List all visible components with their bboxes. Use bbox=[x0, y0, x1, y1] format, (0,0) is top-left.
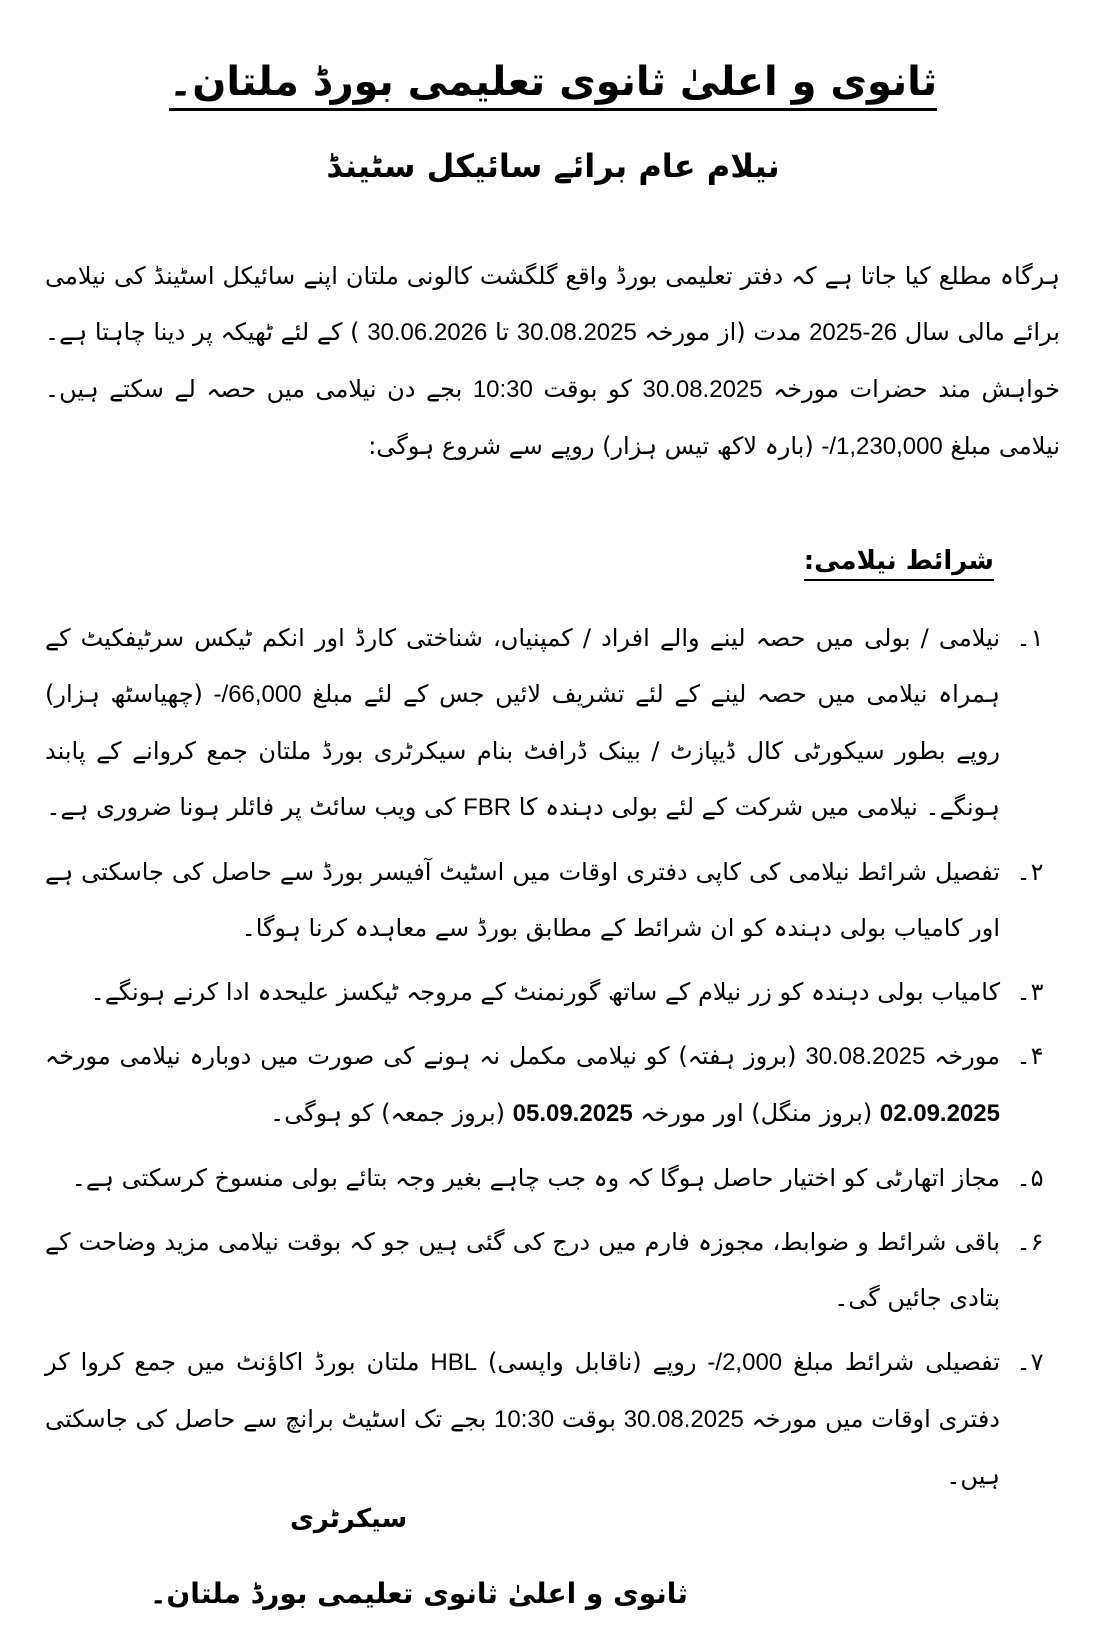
condition-item-2 bbox=[45, 844, 1060, 956]
signatory-organization: ثانوی و اعلیٰ ثانوی تعلیمی بورڈ ملتان۔ bbox=[150, 1577, 688, 1610]
condition-text bbox=[45, 1334, 1000, 1504]
notice-title bbox=[0, 59, 1106, 111]
condition-4-text-a: مورخہ bbox=[934, 1042, 1000, 1070]
period-end-date: 30.06.2026 bbox=[367, 319, 488, 346]
intro-text-period: مدت (از مورخہ bbox=[644, 318, 802, 346]
document-fee-amount: -/2,000 bbox=[707, 1349, 783, 1376]
condition-item-4 bbox=[45, 1028, 1060, 1142]
condition-7-text-e: بجے تک اسٹیٹ برانچ سے حاصل کی جاسکتی ہیں۔ bbox=[45, 1405, 1000, 1490]
condition-1-text-c: کی ویب سائٹ پر فائلر ہونا ضروری ہے۔ bbox=[46, 793, 456, 821]
intro-text-amount-label: مبلغ bbox=[950, 432, 992, 460]
document-deadline-time: 10:30 bbox=[494, 1406, 555, 1433]
auction-time: 10:30 bbox=[472, 376, 533, 403]
conditions-heading-text: شرائط نیلامی: bbox=[804, 546, 994, 581]
condition-number: ۵۔ bbox=[1016, 1164, 1044, 1192]
intro-text-participate: بجے دن نیلامی میں حصہ لے سکتے ہیں۔ نیلامی bbox=[45, 375, 1060, 460]
intro-line-1: ہرگاہ مطلع کیا جاتا ہے کہ دفتر تعلیمی بورڈ واقع گلگشت کالونی ملتان اپنے سائیکل اسٹینڈ کی نیلامی برائے مالی bbox=[45, 262, 1060, 346]
condition-text: تفصیل شرائط نیلامی کی کاپی دفتری اوقات میں اسٹیٹ آفیسر بورڈ سے حاصل کی جاسکتی ہے اور کامیاب بولی دہندہ کو ان شرائط کے مطابق بورڈ سے معاہدہ کرنا ہوگا۔ bbox=[45, 858, 1000, 942]
intro-text-contract: ) کے لئے ٹھیکہ پر دینا چاہتا ہے۔ خواہش مند bbox=[45, 318, 1061, 403]
fiscal-year: 2025-26 bbox=[809, 319, 898, 346]
condition-number: ۳۔ bbox=[1016, 978, 1044, 1006]
second-auction-date: 02.09.2025 bbox=[879, 1100, 1000, 1127]
intro-text-at: کو بوقت bbox=[543, 375, 632, 403]
condition-number: ۶۔ bbox=[1016, 1228, 1044, 1256]
third-auction-date: 05.09.2025 bbox=[512, 1100, 633, 1127]
fbr-label: FBR bbox=[463, 794, 512, 821]
condition-4-text-d: (بروز جمعہ) کو ہوگی۔ bbox=[270, 1099, 505, 1127]
board-name-heading: ثانوی و اعلیٰ ثانوی تعلیمی بورڈ ملتان۔ bbox=[169, 62, 937, 111]
intro-paragraph bbox=[45, 248, 1060, 475]
condition-text: کامیاب بولی دہندہ کو زر نیلام کے ساتھ گورنمنٹ کے مروجہ ٹیکسز علیحدہ ادا کرنے ہونگے۔ bbox=[90, 978, 1000, 1006]
conditions-heading bbox=[804, 548, 994, 574]
security-deposit-amount: -/66,000 bbox=[213, 681, 302, 708]
condition-text bbox=[45, 1028, 1000, 1142]
condition-number: ۲۔ bbox=[1016, 858, 1044, 886]
intro-text-year-label: سال bbox=[904, 318, 950, 346]
notice-subtitle: نیلام عام برائے سائیکل سٹینڈ bbox=[326, 147, 780, 185]
period-start-date: 30.08.2025 bbox=[516, 319, 637, 346]
condition-7-text-c: ملتان بورڈ اکاؤنٹ میں جمع کروا کر دفتری اوقات میں مورخہ bbox=[45, 1348, 1000, 1433]
intro-text-amount-words: (بارہ لاکھ تیس ہزار) روپے سے شروع ہوگی: bbox=[368, 432, 814, 460]
intro-text-to: تا bbox=[495, 318, 510, 346]
condition-item-7 bbox=[45, 1334, 1060, 1504]
condition-7-text-a: تفصیلی شرائط مبلغ bbox=[793, 1348, 1001, 1376]
starting-amount: -/1,230,000 bbox=[821, 433, 943, 460]
condition-text bbox=[45, 610, 1000, 836]
condition-item-6 bbox=[45, 1214, 1060, 1326]
intro-text-dated: حضرات مورخہ bbox=[773, 375, 928, 403]
bank-name: HBL bbox=[430, 1349, 478, 1376]
condition-number: ۴۔ bbox=[1016, 1042, 1044, 1070]
condition-4-text-b: (بروز ہفتہ) کو نیلامی مکمل نہ ہونے کی صورت میں دوبارہ نیلامی مورخہ bbox=[45, 1042, 797, 1070]
condition-item-3 bbox=[45, 964, 1060, 1020]
condition-1-text-a: نیلامی / بولی میں حصہ لینے والے افراد / کمپنیاں، شناختی کارڈ اور انکم ٹیکس سرٹیفکیٹ کے ہمراہ نیلامی میں حصہ لینے کے لئے تشریف لائیں جس کے لئے مبلغ bbox=[45, 624, 1000, 708]
document-deadline-date: 30.08.2025 bbox=[623, 1406, 744, 1433]
condition-item-1 bbox=[45, 610, 1060, 836]
condition-text: مجاز اتھارٹی کو اختیار حاصل ہوگا کہ وہ جب چاہے بغیر وجہ بتائے بولی منسوخ کرسکتی ہے۔ bbox=[71, 1164, 1000, 1192]
condition-number: ۱۔ bbox=[1016, 624, 1044, 652]
auction-date: 30.08.2025 bbox=[642, 376, 763, 403]
condition-number: ۷۔ bbox=[1016, 1348, 1044, 1376]
condition-7-text-b: روپے (ناقابل واپسی) bbox=[488, 1348, 697, 1376]
condition-item-5 bbox=[45, 1150, 1060, 1206]
first-auction-date: 30.08.2025 bbox=[805, 1043, 926, 1070]
condition-text: باقی شرائط و ضوابط، مجوزہ فارم میں درج کی گئی ہیں جو کہ بوقت نیلامی مزید وضاحت کے بتادی جائیں گی۔ bbox=[45, 1228, 1000, 1312]
condition-7-text-d: بوقت bbox=[561, 1405, 616, 1433]
conditions-list bbox=[45, 610, 1060, 1512]
signatory-title: سیکرٹری bbox=[290, 1504, 408, 1534]
condition-1-text-b: (چھیاسٹھ ہزار) روپے بطور سیکورٹی کال ڈیپازٹ / بینک ڈرافٹ بنام سیکرٹری بورڈ ملتان جمع کروانے کے پابند ہونگے۔ نیلامی میں شرکت کے لئے بولی دہندہ کا bbox=[45, 680, 1000, 821]
condition-4-text-c: (بروز منگل) اور مورخہ bbox=[640, 1099, 873, 1127]
